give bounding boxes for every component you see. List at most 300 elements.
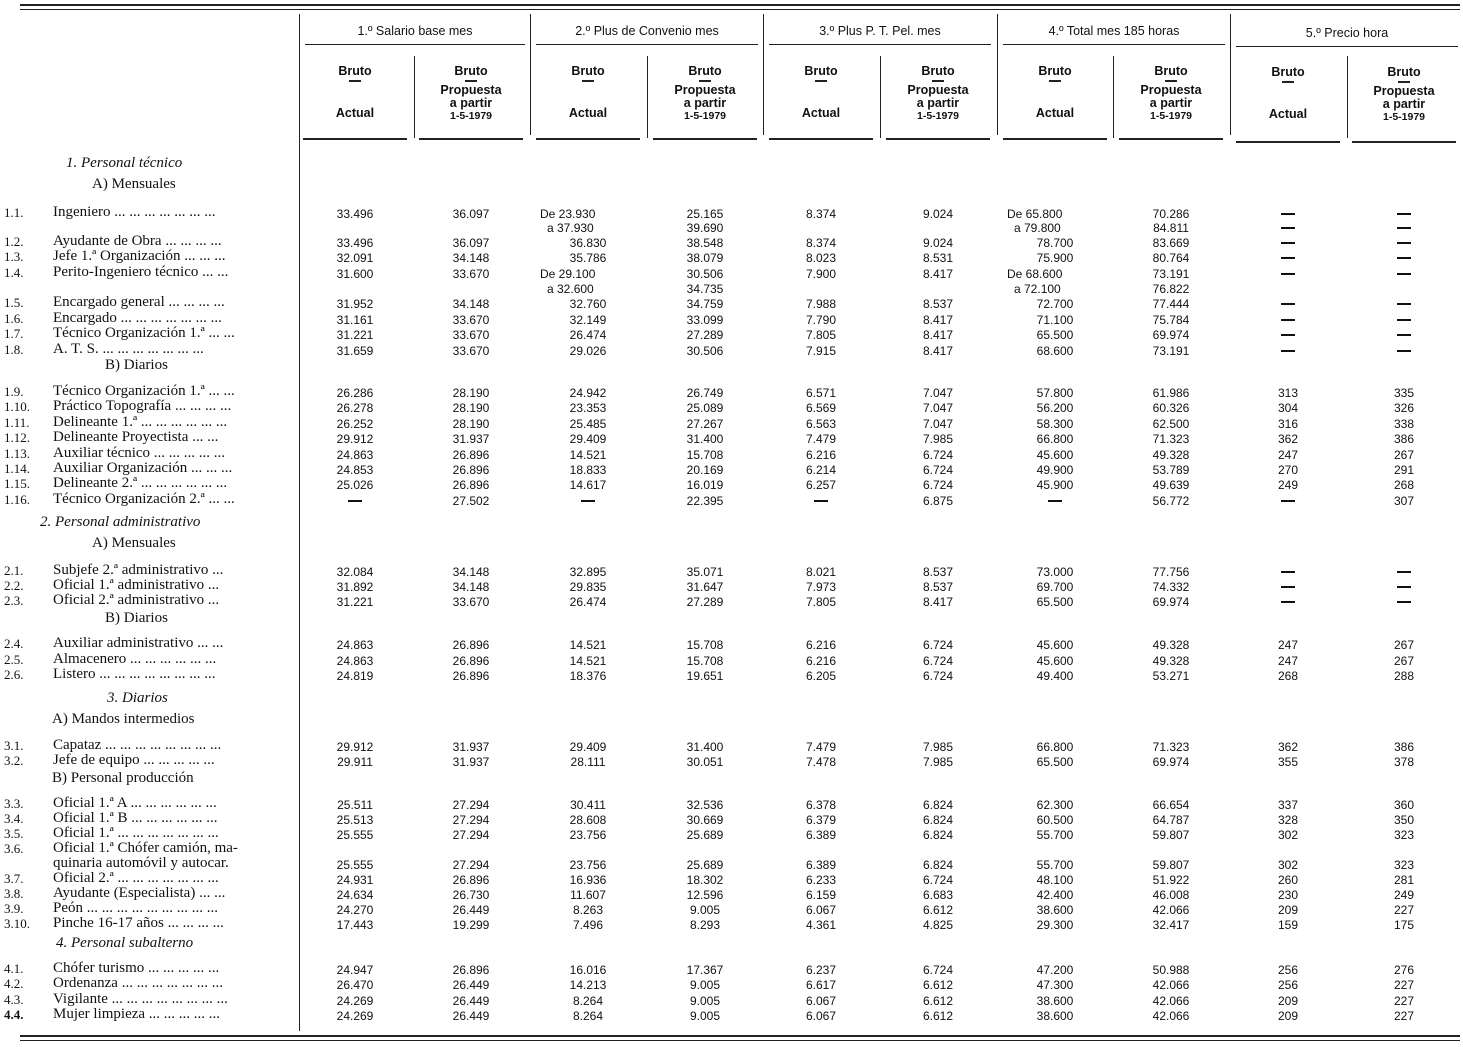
table-cell: 323 (1393, 828, 1415, 842)
table-cell: 247 (1277, 654, 1299, 668)
table-cell: 23.353 (569, 401, 607, 415)
table-cell: 31.647 (686, 580, 724, 594)
subhead-fecha: 1-5-1979 (449, 110, 493, 122)
table-cell: 71.323 (1152, 432, 1190, 446)
table-cell: a 79.800 (1014, 221, 1061, 235)
subhead-bruto: Bruto (571, 64, 605, 78)
table-cell: a 32.600 (547, 282, 594, 296)
table-cell: 26.286 (336, 386, 374, 400)
table-cell: 31.600 (336, 267, 374, 281)
row-label: Peón ... ... ... ... ... ... ... ... ... (53, 901, 218, 916)
row-number: 4.3. (4, 992, 24, 1007)
table-cell: 20.169 (686, 463, 724, 477)
table-cell: a 72.100 (1014, 282, 1061, 296)
table-cell: 6.724 (922, 669, 954, 683)
table-cell: 25.165 (686, 207, 724, 221)
subhead-propuesta: Propuesta (1140, 83, 1202, 97)
table-cell: 209 (1277, 1009, 1299, 1023)
table-cell: 31.400 (686, 432, 724, 446)
table-cell: 7.496 (572, 918, 604, 932)
table-cell: 45.600 (1036, 448, 1074, 462)
cell-dash (1281, 257, 1295, 259)
subhead-a-partir: a partir (1149, 96, 1193, 110)
table-cell: 9.005 (689, 1009, 721, 1023)
subhead-a-partir: a partir (683, 96, 727, 110)
table-cell: 83.669 (1152, 236, 1190, 250)
table-cell: 46.008 (1152, 888, 1190, 902)
table-cell: 16.019 (686, 478, 724, 492)
table-cell: 29.912 (336, 740, 374, 754)
table-cell: 25.689 (686, 858, 724, 872)
table-cell: 28.190 (452, 386, 490, 400)
table-cell: 159 (1277, 918, 1299, 932)
table-cell: 24.931 (336, 873, 374, 887)
table-cell: 209 (1277, 994, 1299, 1008)
section-1a-mensuales: A) Mensuales (92, 176, 176, 192)
table-cell: 29.026 (569, 344, 607, 358)
subhead-bruto: Bruto (454, 64, 488, 78)
subhead-bruto: Bruto (921, 64, 955, 78)
subhead-propuesta (1111, 65, 1231, 123)
table-cell: 25.026 (336, 478, 374, 492)
table-cell: 53.789 (1152, 463, 1190, 477)
row-number: 2.3. (4, 593, 24, 608)
table-cell: 47.300 (1036, 978, 1074, 992)
row-number: 3.1. (4, 738, 24, 753)
section-3b-produccion: B) Personal producción (52, 770, 194, 786)
row-number: 2.2. (4, 578, 24, 593)
row-number: 3.6. (4, 841, 24, 856)
table-cell: 35.786 (569, 251, 607, 265)
subhead-dash (1049, 80, 1061, 82)
row-label: Perito-Ingeniero técnico ... ... (53, 265, 229, 280)
row-number: 1.7. (4, 326, 24, 341)
table-cell: 34.148 (452, 251, 490, 265)
table-cell: 17.443 (336, 918, 374, 932)
table-cell: 8.023 (805, 251, 837, 265)
row-number: 4.2. (4, 976, 24, 991)
table-cell: 326 (1393, 401, 1415, 415)
row-number: 1.12. (4, 430, 30, 445)
table-cell: 6.233 (805, 873, 837, 887)
table-cell: 69.974 (1152, 328, 1190, 342)
cell-dash (1397, 586, 1411, 588)
row-number: 1.5. (4, 295, 24, 310)
table-cell: 32.084 (336, 565, 374, 579)
cell-dash (1281, 350, 1295, 352)
subhead-underline (769, 138, 873, 140)
table-cell: 32.895 (569, 565, 607, 579)
table-cell: 18.376 (569, 669, 607, 683)
table-cell: 33.670 (452, 328, 490, 342)
cell-dash (1397, 257, 1411, 259)
table-cell: 33.670 (452, 595, 490, 609)
subhead-propuesta: Propuesta (907, 83, 969, 97)
table-cell: 25.689 (686, 828, 724, 842)
cell-dash (1397, 242, 1411, 244)
table-cell: 51.922 (1152, 873, 1190, 887)
table-cell: 4.361 (805, 918, 837, 932)
head-underline-1 (305, 44, 525, 45)
table-cell: 268 (1393, 478, 1415, 492)
bottom-rule-2 (20, 1040, 1460, 1041)
table-cell: 7.805 (805, 328, 837, 342)
table-cell: 27.502 (452, 494, 490, 508)
subhead-dash (1282, 81, 1294, 83)
table-cell: 24.947 (336, 963, 374, 977)
top-rule (20, 4, 1460, 6)
cell-dash (1281, 242, 1295, 244)
table-cell: 34.148 (452, 565, 490, 579)
table-cell: 26.278 (336, 401, 374, 415)
table-cell: 73.191 (1152, 344, 1190, 358)
table-cell: 249 (1393, 888, 1415, 902)
table-cell: 7.973 (805, 580, 837, 594)
table-cell: 42.066 (1152, 978, 1190, 992)
table-cell: 338 (1393, 417, 1415, 431)
table-cell: 30.506 (686, 344, 724, 358)
subhead-underline (886, 138, 990, 140)
table-cell: 8.417 (922, 344, 954, 358)
table-cell: 27.294 (452, 828, 490, 842)
table-cell: 249 (1277, 478, 1299, 492)
table-cell: 75.900 (1036, 251, 1074, 265)
row-label: Técnico Organización 1.ª ... ... (53, 384, 235, 399)
table-cell: 24.863 (336, 638, 374, 652)
table-cell: 6.824 (922, 813, 954, 827)
table-cell: 34.148 (452, 297, 490, 311)
table-cell: 6.378 (805, 798, 837, 812)
cell-dash (1281, 213, 1295, 215)
cell-dash (1281, 571, 1295, 573)
subhead-underline (1236, 141, 1340, 143)
subhead-propuesta (645, 65, 765, 123)
table-cell: 22.395 (686, 494, 724, 508)
head-underline-4 (1003, 44, 1225, 45)
subhead-dash (349, 80, 361, 82)
col-head-plus-ptpel: 3.º Plus P. T. Pel. mes (819, 24, 941, 38)
subhead-bruto: Bruto (1154, 64, 1188, 78)
table-cell: 260 (1277, 873, 1299, 887)
table-cell: 38.079 (686, 251, 724, 265)
table-cell: 26.896 (452, 478, 490, 492)
table-cell: 31.221 (336, 328, 374, 342)
table-cell: 32.417 (1152, 918, 1190, 932)
table-cell: 15.708 (686, 448, 724, 462)
table-cell: 32.091 (336, 251, 374, 265)
row-number: 3.10. (4, 916, 30, 931)
table-cell: 29.409 (569, 740, 607, 754)
table-cell: 30.051 (686, 755, 724, 769)
table-cell: 8.417 (922, 595, 954, 609)
table-cell: 32.149 (569, 313, 607, 327)
subhead-bruto: Bruto (1387, 65, 1421, 79)
table-cell: 26.449 (452, 978, 490, 992)
table-cell: 56.772 (1152, 494, 1190, 508)
table-cell: 7.479 (805, 432, 837, 446)
table-cell: 9.005 (689, 978, 721, 992)
section-personal-administrativo: 2. Personal administrativo (40, 514, 201, 530)
row-number: 3.8. (4, 886, 24, 901)
table-cell: 11.607 (570, 888, 606, 902)
table-cell: 335 (1393, 386, 1415, 400)
table-cell: 6.683 (922, 888, 954, 902)
cell-dash (581, 500, 595, 502)
table-cell: De 29.100 (540, 267, 596, 281)
table-cell: 18.302 (686, 873, 724, 887)
table-cell: 30.411 (570, 798, 606, 812)
table-cell: 6.216 (805, 448, 837, 462)
table-cell: 33.099 (686, 313, 724, 327)
table-cell: 313 (1277, 386, 1299, 400)
table-cell: 268 (1277, 669, 1299, 683)
table-cell: 75.784 (1152, 313, 1190, 327)
row-label: Mujer limpieza ... ... ... ... ... (53, 1007, 221, 1022)
subhead-fecha: 1-5-1979 (683, 110, 727, 122)
table-cell: 29.835 (569, 580, 607, 594)
cell-dash (814, 500, 828, 502)
table-cell: 24.269 (336, 994, 374, 1008)
row-label: Ayudante (Especialista) ... ... (53, 886, 226, 901)
cell-dash (1048, 500, 1062, 502)
table-cell: 6.724 (922, 448, 954, 462)
subhead-actual-label: Actual (568, 106, 608, 120)
table-cell: 26.474 (569, 595, 607, 609)
row-label: Ordenanza ... ... ... ... ... ... ... (53, 976, 223, 991)
row-number: 3.7. (4, 871, 24, 886)
subhead-dash (1398, 81, 1410, 83)
row-number: 1.3. (4, 249, 24, 264)
table-cell: 24.853 (336, 463, 374, 477)
cell-dash (1281, 227, 1295, 229)
table-cell: 27.294 (452, 798, 490, 812)
table-cell: 227 (1393, 1009, 1415, 1023)
table-cell: 6.612 (922, 903, 954, 917)
table-cell: 45.600 (1036, 638, 1074, 652)
subhead-dash (932, 80, 944, 82)
table-cell: 24.269 (336, 1009, 374, 1023)
table-cell: 14.521 (569, 448, 607, 462)
row-number: 3.4. (4, 811, 24, 826)
table-cell: 302 (1277, 858, 1299, 872)
row-number: 2.4. (4, 636, 24, 651)
cell-dash (1281, 303, 1295, 305)
table-cell: 31.659 (336, 344, 374, 358)
table-cell: 355 (1277, 755, 1299, 769)
table-cell: 36.097 (452, 236, 490, 250)
subhead-underline (536, 138, 640, 140)
table-cell: 26.470 (336, 978, 374, 992)
table-cell: 77.444 (1152, 297, 1190, 311)
table-cell: 267 (1393, 448, 1415, 462)
table-cell: 350 (1393, 813, 1415, 827)
table-cell: 6.724 (922, 654, 954, 668)
table-cell: 25.511 (337, 798, 373, 812)
table-cell: 38.600 (1036, 1009, 1074, 1023)
table-cell: 8.264 (572, 1009, 604, 1023)
subhead-dash (465, 80, 477, 82)
table-cell: 276 (1393, 963, 1415, 977)
row-label: Chófer turismo ... ... ... ... ... (53, 961, 220, 976)
table-cell: 31.892 (336, 580, 374, 594)
table-cell: 378 (1393, 755, 1415, 769)
table-cell: 26.449 (452, 994, 490, 1008)
table-cell: 68.600 (1036, 344, 1074, 358)
bottom-rule (20, 1035, 1460, 1037)
table-cell: 17.367 (686, 963, 724, 977)
subhead-dash (815, 80, 827, 82)
subhead-a-partir: a partir (449, 96, 493, 110)
table-cell: 28.111 (570, 755, 606, 769)
table-cell: 9.024 (922, 236, 954, 250)
table-cell: 6.724 (922, 463, 954, 477)
row-label: Delineante 2.ª ... ... ... ... ... ... (53, 476, 228, 491)
table-cell: 38.548 (686, 236, 724, 250)
table-cell: 24.270 (336, 903, 374, 917)
row-number: 1.15. (4, 476, 30, 491)
table-cell: 58.300 (1036, 417, 1074, 431)
row-label: Auxiliar administrativo ... ... (53, 636, 224, 651)
cell-dash (1281, 601, 1295, 603)
table-cell: 19.651 (686, 669, 724, 683)
table-cell: 281 (1393, 873, 1415, 887)
table-cell: 14.521 (569, 638, 607, 652)
table-cell: 6.379 (805, 813, 837, 827)
section-diarios: 3. Diarios (107, 690, 168, 706)
table-cell: 7.915 (805, 344, 837, 358)
row-number: 1.2. (4, 234, 24, 249)
table-cell: 256 (1277, 978, 1299, 992)
row-label: Almacenero ... ... ... ... ... ... (53, 652, 217, 667)
table-cell: 49.328 (1152, 448, 1190, 462)
table-cell: 8.537 (922, 580, 954, 594)
cell-dash (1397, 350, 1411, 352)
table-cell: 26.896 (452, 638, 490, 652)
row-label: Encargado general ... ... ... ... (53, 295, 225, 310)
table-cell: 53.271 (1152, 669, 1190, 683)
table-cell: 25.555 (336, 828, 374, 842)
row-label: Oficial 2.ª ... ... ... ... ... ... ... (53, 871, 219, 886)
table-cell: 26.896 (452, 654, 490, 668)
table-cell: 34.148 (452, 580, 490, 594)
table-cell: 8.293 (689, 918, 721, 932)
table-cell: 6.612 (922, 1009, 954, 1023)
table-cell: 302 (1277, 828, 1299, 842)
table-cell: 9.005 (689, 994, 721, 1008)
table-cell: 6.724 (922, 638, 954, 652)
cell-dash (348, 500, 362, 502)
table-cell: 36.830 (569, 236, 607, 250)
row-number: 2.6. (4, 667, 24, 682)
table-cell: 57.800 (1036, 386, 1074, 400)
row-number: 1.16. (4, 492, 30, 507)
table-cell: 65.500 (1036, 328, 1074, 342)
table-cell: 23.756 (569, 828, 607, 842)
table-cell: De 23.930 (540, 207, 596, 221)
table-cell: 59.807 (1152, 828, 1190, 842)
table-cell: 7.805 (805, 595, 837, 609)
row-number: 1.14. (4, 461, 30, 476)
subhead-actual-label: Actual (801, 106, 841, 120)
table-cell: 227 (1393, 978, 1415, 992)
table-cell: 26.730 (452, 888, 490, 902)
table-cell: 65.500 (1036, 755, 1074, 769)
row-label: Oficial 1.ª administrativo ... (53, 578, 220, 593)
subhead-propuesta: Propuesta (1373, 84, 1435, 98)
table-cell: 50.988 (1152, 963, 1190, 977)
table-cell: 4.825 (922, 918, 954, 932)
table-cell: 70.286 (1152, 207, 1190, 221)
row-label: Oficial 1.ª Chófer camión, ma- (53, 841, 238, 856)
table-cell: 33.496 (336, 236, 374, 250)
subhead-underline (303, 138, 407, 140)
row-label: Oficial 2.ª administrativo ... (53, 593, 220, 608)
table-cell: 31.937 (452, 755, 490, 769)
subhead-underline (1119, 138, 1223, 140)
row-number: 1.1. (4, 205, 24, 220)
table-cell: 7.985 (922, 755, 954, 769)
cell-dash (1397, 213, 1411, 215)
subhead-actual-label: Actual (1268, 107, 1308, 121)
row-label: Oficial 1.ª B ... ... ... ... ... ... (53, 811, 218, 826)
row-number: 3.5. (4, 826, 24, 841)
table-cell: 6.389 (805, 828, 837, 842)
subhead-underline (1003, 138, 1107, 140)
table-cell: 6.067 (805, 1009, 837, 1023)
row-label: Pinche 16-17 años ... ... ... ... (53, 916, 224, 931)
table-cell: 49.400 (1036, 669, 1074, 683)
section-2b-diarios: B) Diarios (105, 610, 168, 626)
row-label: Jefe 1.ª Organización ... ... ... (53, 249, 226, 264)
table-cell: 29.912 (336, 432, 374, 446)
table-cell: 12.596 (686, 888, 724, 902)
subhead-bruto: Bruto (1271, 65, 1305, 79)
section-2a-mensuales: A) Mensuales (92, 535, 176, 551)
row-number: 4.4. (4, 1007, 24, 1022)
row-label: Capataz ... ... ... ... ... ... ... ... (53, 738, 222, 753)
table-cell: 73.000 (1036, 565, 1074, 579)
row-number: 1.4. (4, 265, 24, 280)
row-number: 2.5. (4, 652, 24, 667)
table-cell: 8.537 (922, 297, 954, 311)
table-cell: 74.332 (1152, 580, 1190, 594)
table-cell: 33.670 (452, 313, 490, 327)
table-cell: 80.764 (1152, 251, 1190, 265)
table-cell: 47.200 (1036, 963, 1074, 977)
subhead-propuesta: Propuesta (440, 83, 502, 97)
table-cell: 72.700 (1036, 297, 1074, 311)
row-label: Vigilante ... ... ... ... ... ... ... ... (53, 992, 228, 1007)
top-rule-2 (20, 9, 1460, 10)
table-cell: 230 (1277, 888, 1299, 902)
table-cell: 14.617 (569, 478, 607, 492)
subhead-a-partir: a partir (1382, 97, 1426, 111)
table-cell: 360 (1393, 798, 1415, 812)
row-label: Auxiliar Organización ... ... ... (53, 461, 233, 476)
table-cell: 7.047 (922, 386, 954, 400)
table-cell: 14.213 (569, 978, 607, 992)
table-cell: 6.216 (805, 654, 837, 668)
table-cell: 26.474 (569, 328, 607, 342)
table-cell: 25.485 (569, 417, 607, 431)
table-cell: 76.822 (1152, 282, 1190, 296)
table-cell: 32.536 (686, 798, 724, 812)
subhead-propuesta (411, 65, 531, 123)
table-cell: 24.863 (336, 448, 374, 462)
row-label: Práctico Topografía ... ... ... ... (53, 399, 232, 414)
row-number: 2.1. (4, 563, 24, 578)
table-cell: 7.479 (805, 740, 837, 754)
